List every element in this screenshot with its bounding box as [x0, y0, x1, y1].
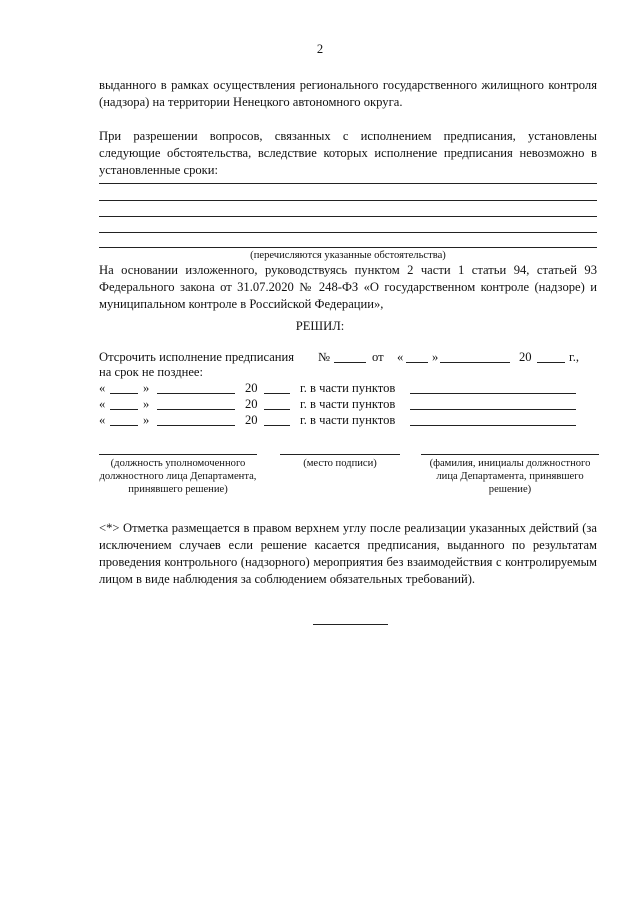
full-name-caption: (фамилия, инициалы должностного лица Департамента, принявшего решение) [429, 458, 591, 495]
page-number: 2 [316, 42, 324, 56]
parts-label: г. в части пунктов [300, 413, 396, 427]
position-line [99, 454, 257, 455]
day-blank [110, 381, 138, 394]
year-blank [264, 413, 290, 426]
parts-label: г. в части пунктов [300, 381, 396, 395]
quote-open: « [99, 381, 106, 395]
number-sign: № [318, 350, 331, 364]
circumstances-caption: (перечисляются указанные обстоятельства) [250, 250, 446, 261]
month-blank [157, 397, 235, 410]
blank-line [99, 216, 597, 217]
number-blank [334, 350, 366, 363]
from-word: от [372, 350, 384, 364]
quote-close: » [143, 413, 150, 427]
deadline-label: на срок не позднее: [99, 365, 204, 379]
year-blank [264, 397, 290, 410]
postpone-label: Отсрочить исполнение предписания [99, 350, 295, 364]
day-blank [406, 350, 428, 363]
quote-open: « [397, 350, 404, 364]
parts-blank [410, 413, 576, 426]
decision-heading: РЕШИЛ: [295, 319, 345, 333]
quote-open: « [99, 413, 106, 427]
parts-blank [410, 397, 576, 410]
signature-place-caption: (место подписи) [303, 458, 377, 469]
year-prefix: 20 [519, 350, 532, 364]
circumstances-paragraph: При разрешении вопросов, связанных с исполнением предписания, установлены следующие обстоятельства, вследствие которых исполнение предписания невозможно в установленные сроки: [99, 129, 597, 177]
quote-close: » [143, 381, 150, 395]
position-caption: (должность уполномоченного должностного лица Департамента, принявшего решение) [99, 458, 257, 495]
year-prefix: 20 [245, 381, 258, 395]
name-line [421, 454, 599, 455]
signature-line [280, 454, 400, 455]
blank-line [99, 200, 597, 201]
basis-paragraph: На основании изложенного, руководствуясь пунктом 2 части 1 статьи 94, статьей 93 Федерального закона от 31.07.2020 № 248-ФЗ «О государственном контроле (надзоре) и муниципальном контроле в Российской Федерации», [99, 263, 597, 311]
intro-continuation: выданного в рамках осуществления регионального государственного жилищного контроля (надзора) на территории Ненецкого автономного округа. [99, 78, 597, 109]
parts-label: г. в части пунктов [300, 397, 396, 411]
year-suffix: г., [569, 350, 580, 364]
year-blank [537, 350, 565, 363]
blank-line [99, 247, 597, 248]
year-prefix: 20 [245, 397, 258, 411]
end-rule [313, 624, 388, 625]
quote-close: » [143, 397, 150, 411]
day-blank [110, 397, 138, 410]
parts-blank [410, 381, 576, 394]
month-blank [157, 381, 235, 394]
quote-close: » [432, 350, 439, 364]
blank-line [99, 183, 597, 184]
blank-line [99, 232, 597, 233]
day-blank [110, 413, 138, 426]
month-blank [440, 350, 510, 363]
year-blank [264, 381, 290, 394]
month-blank [157, 413, 235, 426]
year-prefix: 20 [245, 413, 258, 427]
quote-open: « [99, 397, 106, 411]
footnote: <*> Отметка размещается в правом верхнем углу после реализации указанных действий (за исключением случаев если решение касается предписания, выданного по результатам проведения контрольного (надзорного) мероприятия без взаимодействия с контролируемым лицом в виде наблюдения за соблюдением обязательных требований). [99, 521, 597, 586]
